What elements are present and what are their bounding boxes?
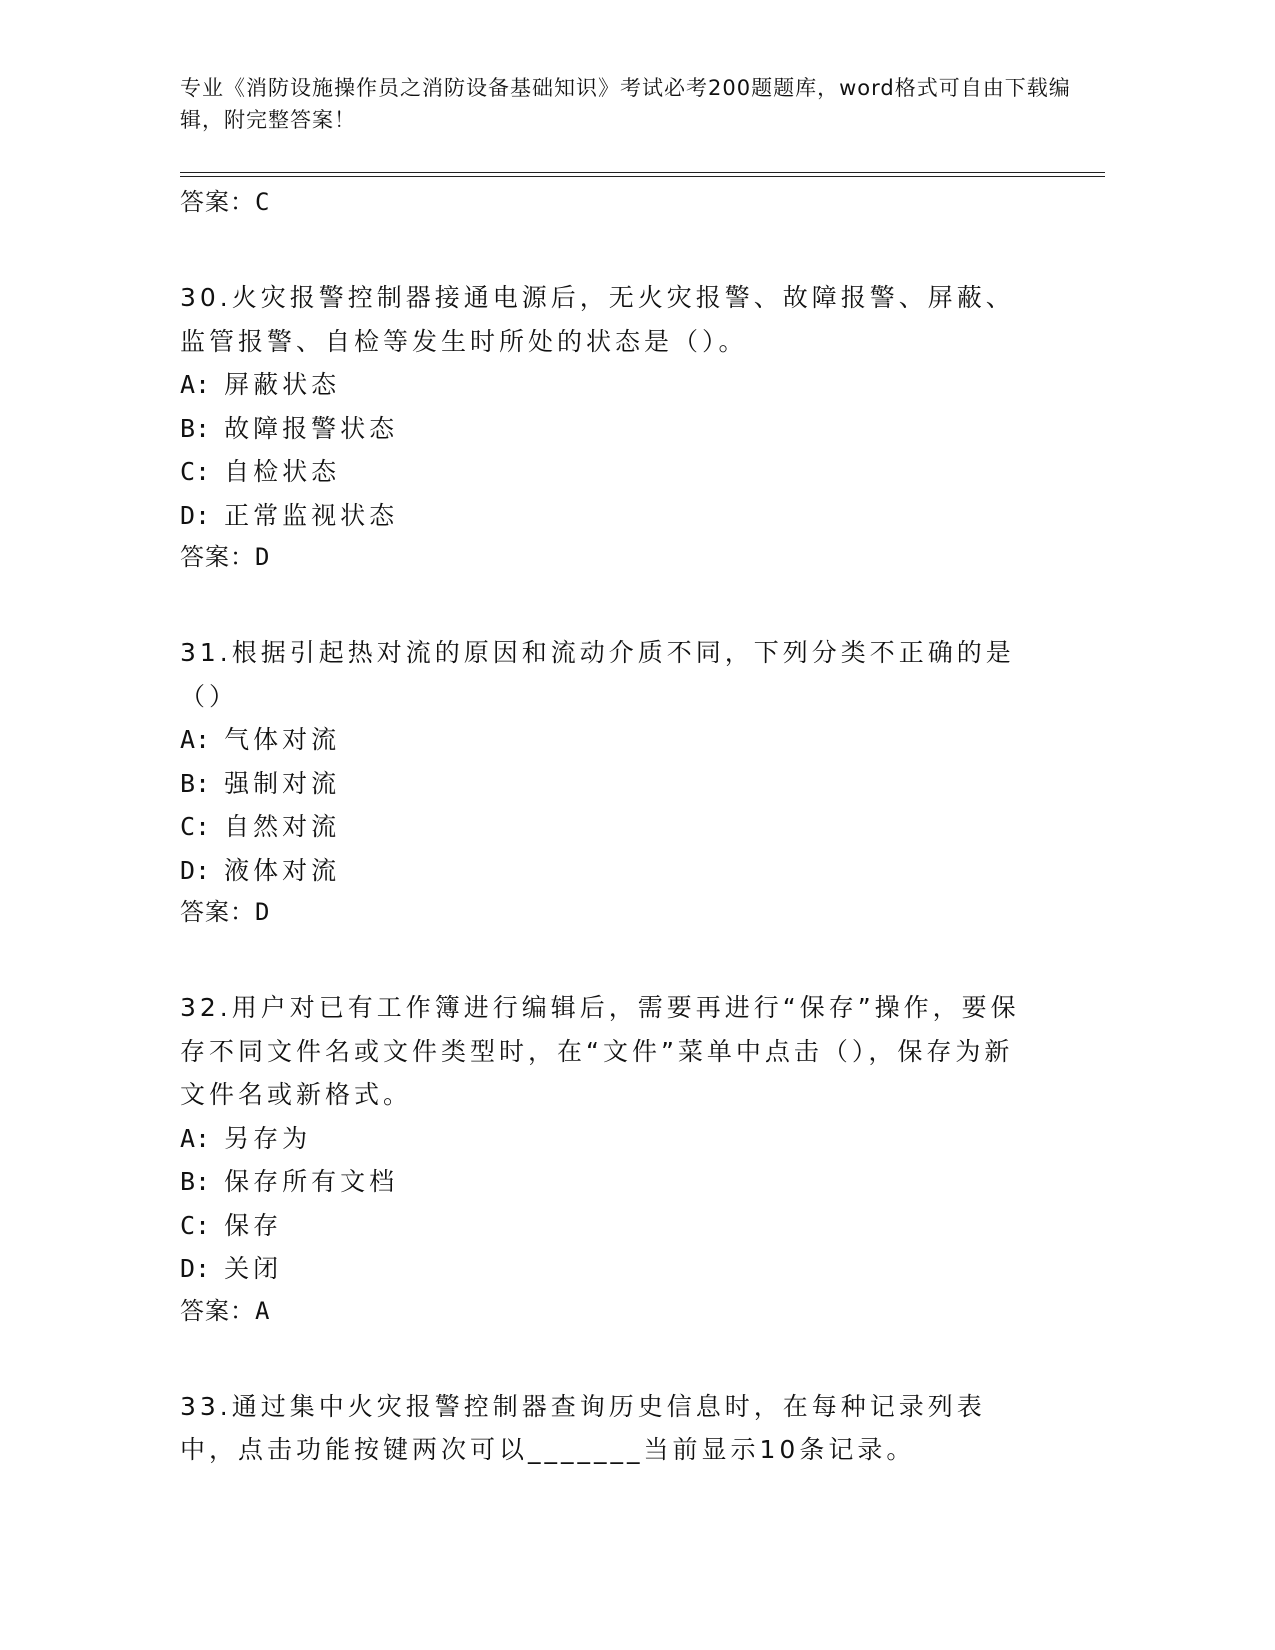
answer-line <box>180 892 1040 932</box>
document-header: 专业《消防设施操作员之消防设备基础知识》考试必考200题题库，word格式可自由下载编辑，附完整答案！ <box>180 76 1071 132</box>
answer-line <box>180 537 1040 577</box>
header-divider-thick <box>180 176 1105 177</box>
question-item <box>180 1385 1040 1472</box>
option-a <box>180 718 1040 762</box>
answer-value: D <box>255 898 271 926</box>
question-item <box>180 631 1040 932</box>
option-text: 自然对流 <box>224 812 341 841</box>
option-label: D: <box>180 855 211 885</box>
option-c <box>180 450 1040 494</box>
option-b <box>180 407 1040 451</box>
option-text: 故障报警状态 <box>224 413 399 443</box>
option-a <box>180 363 1040 407</box>
option-d <box>180 849 1040 893</box>
option-label: A: <box>180 370 211 399</box>
option-text: 气体对流 <box>224 725 341 754</box>
option-label: A: <box>180 1123 211 1153</box>
option-label: C: <box>180 1210 211 1240</box>
option-d <box>180 1247 1040 1291</box>
answer-line <box>180 182 1040 222</box>
option-d <box>180 494 1040 538</box>
option-b <box>180 762 1040 806</box>
header-divider-thin <box>180 172 1105 173</box>
question-stem: 33.通过集中火灾报警控制器查询历史信息时，在每种记录列表中，点击功能按键两次可以_______当前显示10条记录。 <box>180 1391 986 1464</box>
answer-value: A <box>255 1296 271 1325</box>
option-text: 保存所有文档 <box>224 1167 399 1196</box>
option-text: 保存 <box>224 1210 283 1240</box>
question-item <box>180 986 1040 1331</box>
answer-label: 答案： <box>180 188 255 216</box>
option-label: B: <box>180 768 211 798</box>
answer-label: 答案： <box>180 898 255 926</box>
option-text: 强制对流 <box>224 768 341 798</box>
option-text: 屏蔽状态 <box>224 370 341 399</box>
option-label: B: <box>180 1167 211 1196</box>
question-stem: 30.火灾报警控制器接通电源后，无火灾报警、故障报警、屏蔽、监管报警、自检等发生时所处的状态是（）。 <box>180 283 1015 356</box>
option-label: D: <box>180 1254 211 1283</box>
answer-label: 答案： <box>180 543 255 571</box>
answer-label: 答案： <box>180 1296 255 1325</box>
answer-line <box>180 1291 1040 1331</box>
option-b <box>180 1160 1040 1204</box>
option-label: A: <box>180 725 211 754</box>
option-text: 液体对流 <box>224 855 341 885</box>
option-text: 另存为 <box>224 1123 312 1153</box>
option-label: B: <box>180 413 211 443</box>
question-stem: 32.用户对已有工作簿进行编辑后，需要再进行“保存”操作，要保存不同文件名或文件类型时，在“文件”菜单中点击（），保存为新文件名或新格式。 <box>180 993 1020 1109</box>
answer-value: D <box>255 543 271 571</box>
question-item <box>180 276 1040 577</box>
answer-value: C <box>255 188 271 216</box>
question-list <box>180 182 1040 1472</box>
option-a <box>180 1117 1040 1161</box>
option-label: C: <box>180 457 211 486</box>
option-text: 自检状态 <box>224 457 341 486</box>
option-label: C: <box>180 812 211 841</box>
option-c <box>180 805 1040 849</box>
option-text: 关闭 <box>224 1254 283 1283</box>
option-text: 正常监视状态 <box>224 500 399 530</box>
question-stem: 31.根据引起热对流的原因和流动介质不同，下列分类不正确的是（） <box>180 638 1015 711</box>
option-label: D: <box>180 500 211 530</box>
option-c <box>180 1204 1040 1248</box>
